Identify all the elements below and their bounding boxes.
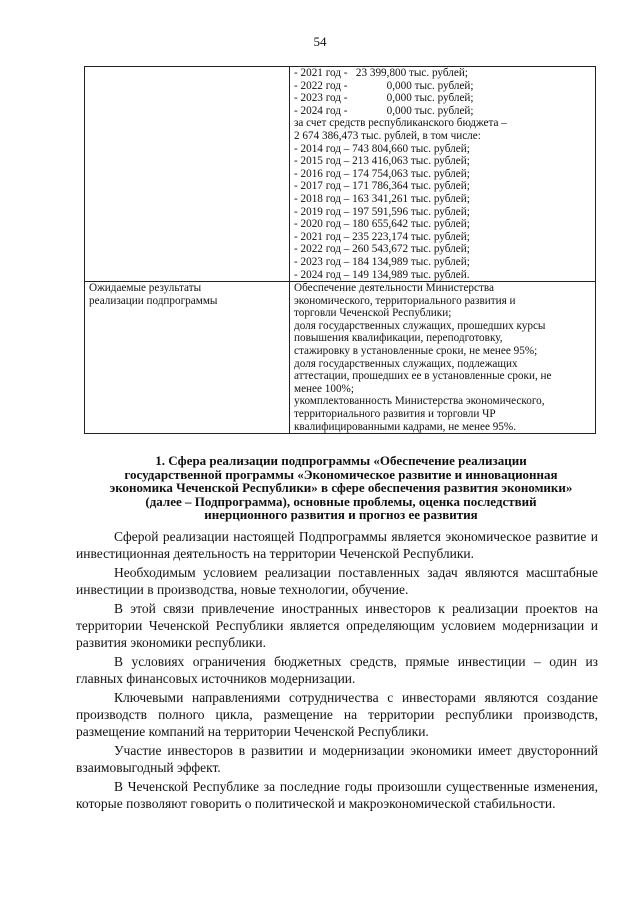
funding-line: - 2014 год – 743 804,660 тыс. рублей; (294, 142, 470, 155)
funding-line: за счет средств республиканского бюджета – (294, 117, 507, 130)
expected-results-line: менее 100%; (294, 382, 354, 395)
funding-line: - 2023 год - 0,000 тыс. рублей; (294, 92, 474, 105)
funding-line: - 2017 год – 171 786,364 тыс. рублей; (294, 180, 470, 193)
expected-results-line: экономического, территориального развития и (294, 294, 516, 307)
expected-results-line: стажировку в установленные сроки, не менее 95%; (294, 345, 538, 358)
section-heading (76, 454, 606, 522)
expected-results-label-cell (85, 282, 290, 434)
expected-results-line: торговли Чеченской Республики; (294, 307, 452, 320)
funding-line: - 2021 год - 23 399,800 тыс. рублей; (294, 67, 468, 79)
funding-line: - 2020 год – 180 655,642 тыс. рублей; (294, 218, 470, 231)
paragraph: В условиях ограничения бюджетных средств, прямые инвестиции – один из главных финансовых источников модернизации. (76, 654, 598, 686)
paragraph: Ключевыми направлениями сотрудничества с инвесторами являются создание производств полного цикла, размещение на территории республики производств, размещение компаний на территории Чеченской Республики. (76, 690, 598, 739)
funding-lines-cell (290, 67, 596, 282)
section-heading-line: 1. Сфера реализации подпрограммы «Обеспечение реализации (155, 453, 527, 468)
expected-results-label-line: реализации подпрограммы (89, 294, 218, 307)
paragraph: Сферой реализации настоящей Подпрограммы является экономическое развитие и инвестиционная деятельность на территории Чеченской Республики. (76, 529, 598, 561)
paragraph: В этой связи привлечение иностранных инвесторов к реализации проектов на территории Чеченской Республики является определяющим условием модернизации и развития экономики республики. (76, 601, 598, 650)
funding-line: - 2022 год – 260 543,672 тыс. рублей; (294, 243, 470, 256)
section-heading-line: (далее – Подпрограмма), основные проблемы, оценка последствий (145, 493, 537, 509)
expected-results-line: укомплектованность Министерства экономического, (294, 395, 545, 408)
table-cell-empty (85, 67, 290, 282)
expected-results-cell (290, 282, 596, 434)
subprogram-passport-table (84, 66, 596, 434)
paragraph: Необходимым условием реализации поставленных задач являются масштабные инвестиции в производства, новые технологии, обучение. (76, 565, 598, 597)
funding-line: - 2015 год – 213 416,063 тыс. рублей; (294, 155, 470, 168)
funding-line: - 2018 год – 163 341,261 тыс. рублей; (294, 192, 470, 205)
section-heading-line: экономика Чеченской Республики» в сфере обеспечения развития экономики» (109, 480, 573, 495)
funding-line: - 2023 год – 184 134,989 тыс. рублей; (294, 255, 470, 268)
expected-results-line: территориального развития и торговли ЧР (294, 408, 496, 421)
paragraph: В Чеченской Республике за последние годы произошли существенные изменения, которые позволяют говорить о политической и макроэкономической стабильности. (76, 779, 598, 811)
expected-results-label-line: Ожидаемые результаты (89, 282, 202, 295)
funding-line: 2 674 386,473 тыс. рублей, в том числе: (294, 129, 481, 142)
expected-results-line: повышения квалификации, переподготовку, (294, 332, 503, 345)
funding-line: - 2024 год – 149 134,989 тыс. рублей. (294, 268, 470, 281)
section-heading-line: инерционного развития и прогноз ее развития (204, 507, 478, 522)
funding-line: - 2019 год – 197 591,596 тыс. рублей; (294, 205, 470, 218)
expected-results-line: квалифицированными кадрами, не менее 95%. (294, 420, 517, 433)
expected-results-line: доля государственных служащих, подлежащих (294, 357, 518, 370)
page-number: 54 (313, 34, 327, 49)
funding-line: - 2022 год - 0,000 тыс. рублей; (294, 79, 474, 92)
expected-results-line: аттестации, прошедших ее в установленные сроки, не (294, 370, 552, 383)
body-text (76, 528, 598, 814)
expected-results-line: доля государственных служащих, прошедших курсы (294, 319, 546, 332)
expected-results-line: Обеспечение деятельности Министерства (294, 282, 494, 295)
funding-line: - 2021 год – 235 223,174 тыс. рублей; (294, 230, 470, 243)
paragraph: Участие инвесторов в развитии и модернизации экономики имеет двусторонний взаимовыгодный эффект. (76, 743, 598, 775)
table-row-funding (85, 67, 596, 282)
table-row-expected-results (85, 282, 596, 434)
funding-line: - 2016 год – 174 754,063 тыс. рублей; (294, 167, 470, 180)
funding-line: - 2024 год - 0,000 тыс. рублей; (294, 104, 474, 117)
section-heading-line: государственной программы «Экономическое развитие и инновационная (124, 466, 558, 482)
